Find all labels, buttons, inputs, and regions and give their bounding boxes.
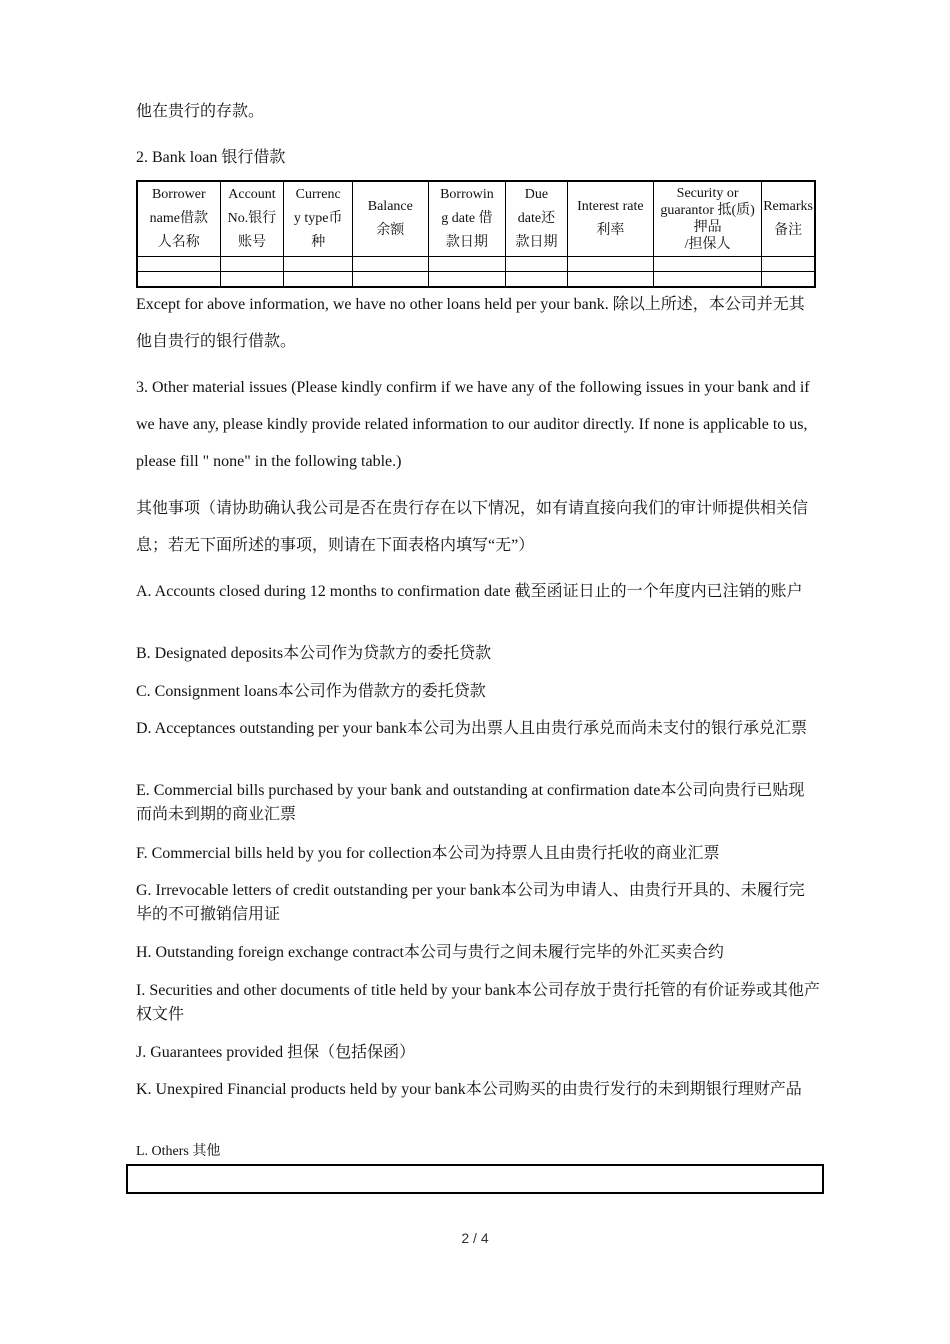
table-cell [428,272,506,288]
header-due-date: Due date还 款日期 [506,181,567,257]
item-l: L. Others 其他 [136,1144,221,1159]
header-interest-rate: Interest rate 利率 [567,181,653,257]
header-borrower: Borrower name借款 人名称 [137,181,220,257]
table-cell [353,272,429,288]
table-cell [220,272,284,288]
bank-loan-table [136,180,816,288]
loan-table-header-row [137,181,815,257]
others-input-box[interactable] [126,1164,824,1194]
table-cell [567,257,653,272]
section3-english: 3. Other material issues (Please kindly confirm if we have any of the following issues in your bank and if we have any, please kindly provide related information to our auditor directly. If none is applicable to us, please fill " none" in the following table.) [136,379,810,470]
header-balance: Balance 余额 [353,181,429,257]
table-cell [284,272,353,288]
table-cell [567,272,653,288]
table-cell [506,257,567,272]
item-a: A. Accounts closed during 12 months to confirmation date 截至函证日止的一个年度内已注销的账户 [136,583,803,600]
section2-title: 2. Bank loan 银行借款 [136,149,286,166]
table-cell [428,257,506,272]
header-security-guarantor: Security or guarantor 抵(质) 押品 /担保人 [654,181,762,257]
item-k: K. Unexpired Financial products held by your bank本公司购买的由贵行发行的未到期银行理财产品 [136,1081,802,1098]
item-i: I. Securities and other documents of title held by your bank本公司存放于贵行托管的有价证券或其他产权文件 [136,982,820,1023]
table-cell [506,272,567,288]
item-h: H. Outstanding foreign exchange contract本公司与贵行之间未履行完毕的外汇买卖合约 [136,944,724,961]
table-cell [220,257,284,272]
header-remarks: Remarks 备注 [762,181,815,257]
item-b: B. Designated deposits本公司作为贷款方的委托贷款 [136,645,492,662]
header-borrowing-date: Borrowin g date 借 款日期 [428,181,506,257]
header-currency-type: Currenc y type币 种 [284,181,353,257]
item-c: C. Consignment loans本公司作为借款方的委托贷款 [136,683,486,700]
intro-tail: 他在贵行的存款。 [136,103,265,120]
table-row [137,272,815,288]
item-g: G. Irrevocable letters of credit outstanding per your bank本公司为申请人、由贵行开具的、未履行完毕的不可撤销信用证 [136,882,805,923]
loan-note: Except for above information, we have no other loans held per your bank. 除以上所述，本公司并无其他自贵行的银行借款。 [136,296,805,350]
section3-chinese: 其他事项（请协助确认我公司是否在贵行存在以下情况，如有请直接向我们的审计师提供相关信息；若无下面所述的事项，则请在下面表格内填写“无”） [136,500,809,554]
table-cell [762,257,815,272]
item-e: E. Commercial bills purchased by your bank and outstanding at confirmation date本公司向贵行已贴现而尚未到期的商业汇票 [136,782,805,823]
table-cell [284,257,353,272]
item-d: D. Acceptances outstanding per your bank本公司为出票人且由贵行承兑而尚未支付的银行承兑汇票 [136,720,808,737]
table-cell [137,257,220,272]
table-cell [762,272,815,288]
page-number: 2 / 4 [461,1230,489,1246]
table-cell [654,272,762,288]
item-j: J. Guarantees provided 担保（包括保函） [136,1044,416,1061]
header-account-no: Account No.银行 账号 [220,181,284,257]
table-cell [353,257,429,272]
table-cell [654,257,762,272]
table-row [137,257,815,272]
item-f: F. Commercial bills held by you for collection本公司为持票人且由贵行托收的商业汇票 [136,845,720,862]
table-cell [137,272,220,288]
